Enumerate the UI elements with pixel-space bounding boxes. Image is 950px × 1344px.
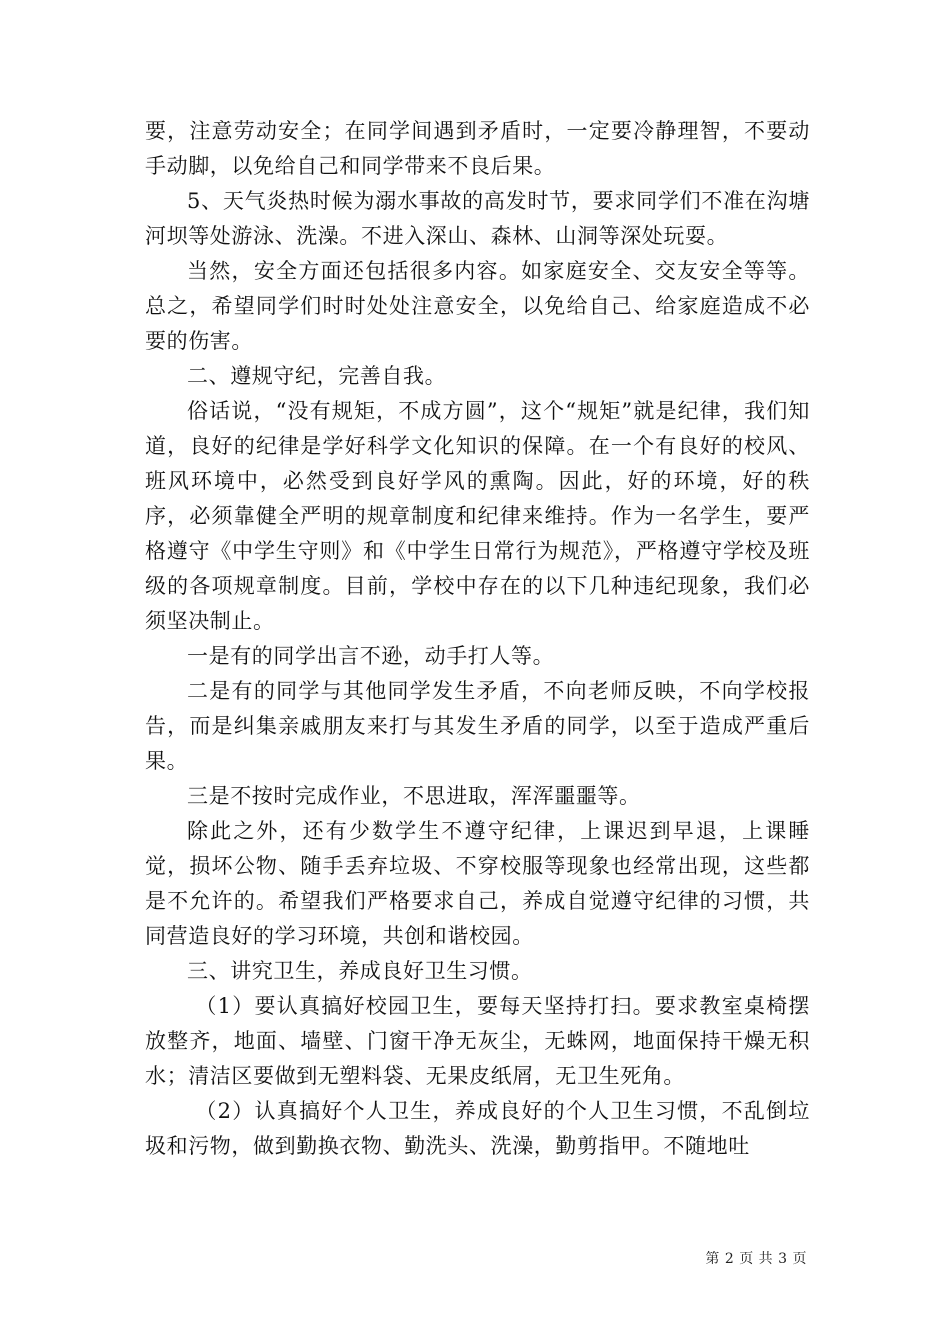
paragraph-continuation: 要，注意劳动安全；在同学间遇到矛盾时，一定要冷静理智，不要动手动脚，以免给自己和同学带来不良后果。 — [145, 119, 810, 178]
document-body — [145, 114, 810, 1164]
section-heading-hygiene: 三、讲究卫生，养成良好卫生习惯。 — [187, 959, 533, 983]
paragraph-item-5: 5、天气炎热时候为溺水事故的高发时节，要求同学们不准在沟塘河坝等处游泳、洗澡。不进入深山、森林、山洞等深处玩耍。 — [145, 189, 810, 248]
paragraph-hygiene-1: （1）要认真搞好校园卫生，要每天坚持打扫。要求教室桌椅摆放整齐，地面、墙壁、门窗干净无灰尘，无蛛网，地面保持干燥无积水；清洁区要做到无塑料袋、无果皮纸屑，无卫生死角。 — [145, 994, 810, 1088]
paragraph-other-violations: 除此之外，还有少数学生不遵守纪律，上课迟到早退，上课睡觉，损坏公物、随手丢弃垃圾、不穿校服等现象也经常出现，这些都是不允许的。希望我们严格要求自己，养成自觉遵守纪律的习惯，共同营造良好的学习环境，共创和谐校园。 — [145, 819, 810, 948]
paragraph-discipline-intro: 俗话说，“没有规矩，不成方圆”，这个“规矩”就是纪律，我们知道，良好的纪律是学好科学文化知识的保障。在一个有良好的校风、班风环境中，必然受到良好学风的熏陶。因此，好的环境，好的秩序，必须靠健全严明的规章制度和纪律来维持。作为一名学生，要严格遵守《中学生守则》和《中学生日常行为规范》，严格遵守学校及班级的各项规章制度。目前，学校中存在的以下几种违纪现象，我们必须坚决制止。 — [145, 399, 810, 633]
page-number-footer: 第 2 页 共 3 页 — [705, 1251, 807, 1267]
paragraph-violation-3: 三是不按时完成作业，不思进取，浑浑噩噩等。 — [187, 784, 641, 808]
section-heading-discipline: 二、遵规守纪，完善自我。 — [187, 364, 447, 388]
paragraph-hygiene-2: （2）认真搞好个人卫生，养成良好的个人卫生习惯，不乱倒垃圾和污物，做到勤换衣物、勤洗头、洗澡，勤剪指甲。不随地吐 — [145, 1099, 810, 1158]
paragraph-safety-summary: 当然，安全方面还包括很多内容。如家庭安全、交友安全等等。总之，希望同学们时时处处注意安全，以免给自己、给家庭造成不必要的伤害。 — [145, 259, 810, 353]
paragraph-violation-1: 一是有的同学出言不逊，动手打人等。 — [187, 644, 555, 668]
paragraph-violation-2: 二是有的同学与其他同学发生矛盾，不向老师反映，不向学校报告，而是纠集亲戚朋友来打与其发生矛盾的同学，以至于造成严重后果。 — [145, 679, 810, 773]
